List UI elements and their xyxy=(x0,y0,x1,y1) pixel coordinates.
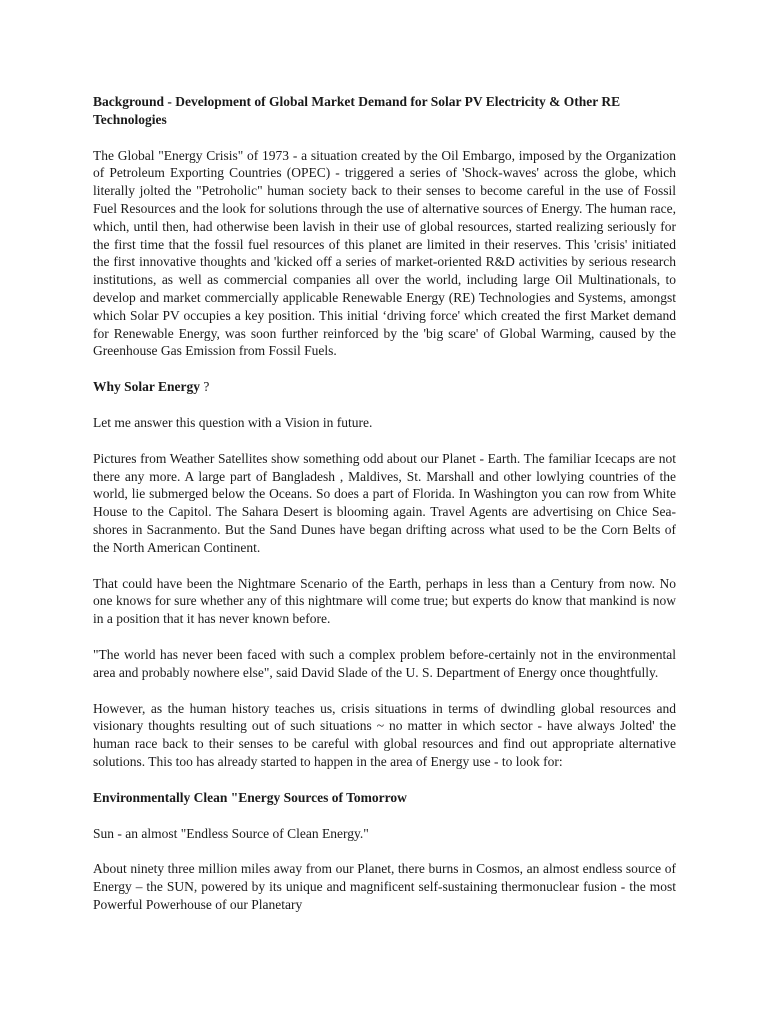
section-heading-why-solar xyxy=(93,378,676,396)
paragraph-energy-crisis: The Global "Energy Crisis" of 1973 - a situation created by the Oil Embargo, imposed by the Organization of Petroleum Exporting Countries (OPEC) - triggered a series of 'Shock-waves' across the globe, which literally jolted the "Petroholic" human society back to their senses to become careful in the use of Fossil Fuel Resources and the look for solutions through the use of alternative sources of Energy. The human race, which, until then, had otherwise been lavish in their use of global resources, started realizing seriously for the first time that the fossil fuel resources of this planet are limited in their reserves. This 'crisis' initiated the first innovative thoughts and 'kicked off a series of market-oriented R&D activities by serious research institutions, as well as commercial companies all over the world, including large Oil Multinationals, to develop and market commercially applicable Renewable Energy (RE) Technologies and Systems, amongst which Solar PV occupies a key position. This initial ‘driving force' which created the first Market demand for Renewable Energy, was soon further reinforced by the 'big scare' of Global Warming, caused by the Greenhouse Gas Emission from Fossil Fuels. xyxy=(93,147,676,359)
document-page xyxy=(93,93,676,932)
why-solar-question-mark: ? xyxy=(200,379,210,395)
paragraph-sun-description: About ninety three million miles away from our Planet, there burns in Cosmos, an almost endless source of Energy – the SUN, powered by its unique and magnificent self-sustaining thermonuclear fusion - the most Powerful Powerhouse of our Planetary xyxy=(93,861,676,912)
section-heading-background: Background - Development of Global Market Demand for Solar PV Electricity & Other RE Technologies xyxy=(93,94,621,127)
paragraph-human-history: However, as the human history teaches us, crisis situations in terms of dwindling global resources and visionary thoughts resulting out of such situations ~ no matter in which sector - have always Jolted' the human race back to their senses to be careful with global resources and find out appropriate alternative solutions. This too has already started to happen in the area of Energy use - to look for: xyxy=(93,700,676,769)
paragraph-sun-source: Sun - an almost "Endless Source of Clean Energy." xyxy=(93,825,369,841)
why-solar-heading-text: Why Solar Energy xyxy=(93,379,201,395)
section-heading-clean-energy: Environmentally Clean "Energy Sources of Tomorrow xyxy=(93,789,407,805)
paragraph-nightmare: That could have been the Nightmare Scenario of the Earth, perhaps in less than a Century from now. No one knows for sure whether any of this nightmare will come true; but experts do know that mankind is now in a position that it has never known before. xyxy=(93,575,676,627)
paragraph-satellites: Pictures from Weather Satellites show something odd about our Planet - Earth. The familiar Icecaps are not there any more. A large part of Bangladesh , Maldives, St. Marshall and other lowlying countries of the world, lie submerged below the Oceans. So does a part of Florida. In Washington you can row from White House to the Capitol. The Sahara Desert is blooming again. Travel Agents are advertising on Chice Sea-shores in Sacranmento. But the Sand Dunes have began drifting across what used to be the Corn Belts of the North American Continent. xyxy=(93,450,676,555)
paragraph-vision: Let me answer this question with a Vision in future. xyxy=(93,414,373,430)
paragraph-quote: "The world has never been faced with such a complex problem before-certainly not in the environmental area and probably nowhere else", said David Slade of the U. S. Department of Energy once thoughtfully. xyxy=(93,646,676,680)
